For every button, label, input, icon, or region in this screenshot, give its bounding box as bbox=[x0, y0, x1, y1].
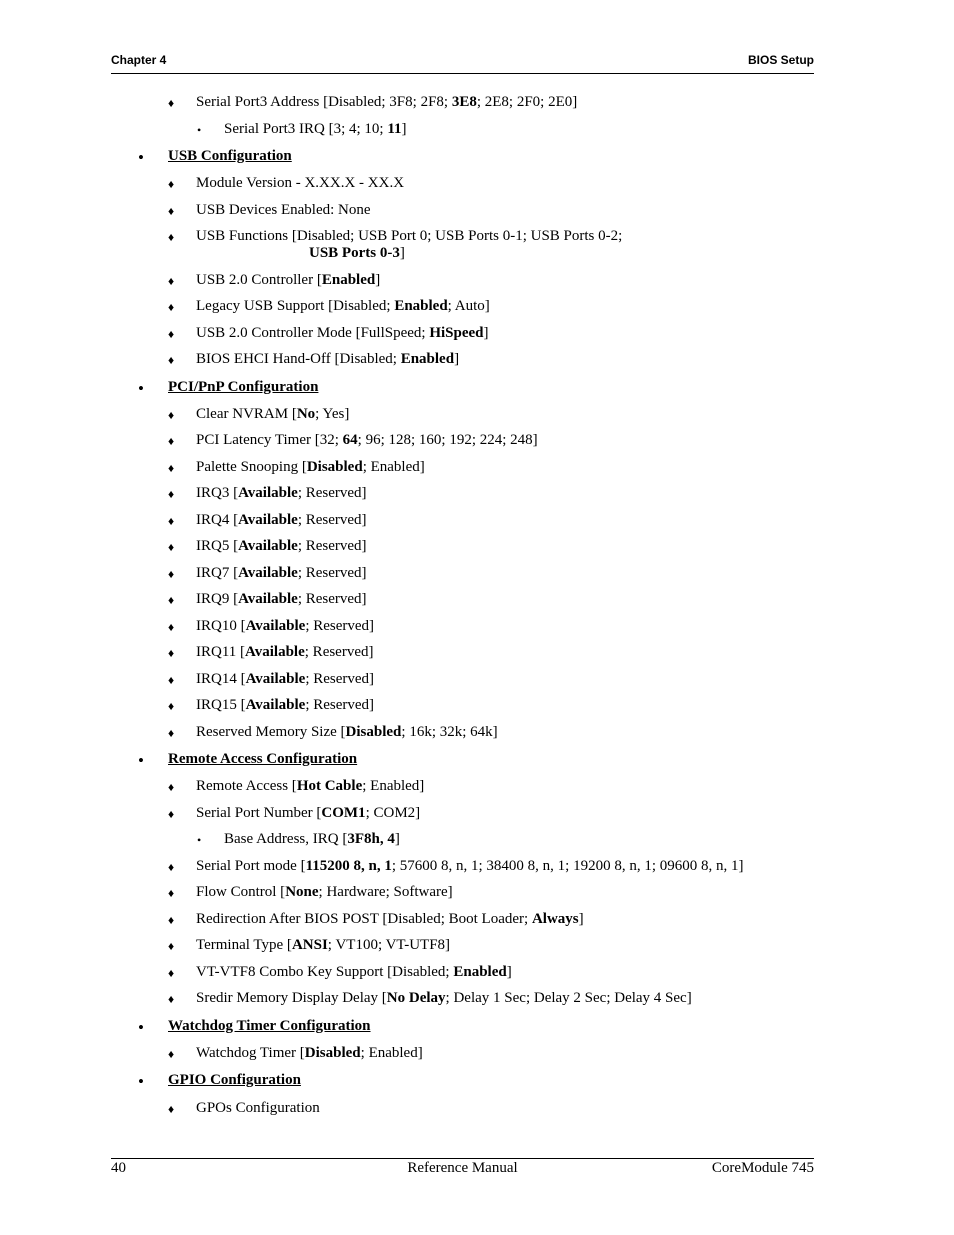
default-value: HiSpeed bbox=[429, 325, 484, 341]
diamond-bullet-icon: ♦ bbox=[168, 353, 175, 367]
setting-text: USB 2.0 Controller Mode [FullSpeed; bbox=[196, 325, 430, 341]
setting-item bbox=[196, 202, 371, 219]
setting-text: GPOs Configuration bbox=[196, 1100, 320, 1116]
setting-item bbox=[196, 298, 490, 315]
setting-text: ] bbox=[394, 831, 400, 847]
setting-text: ; Enabled] bbox=[362, 778, 425, 794]
diamond-bullet-icon: ♦ bbox=[168, 408, 175, 422]
setting-item bbox=[196, 272, 380, 289]
setting-item bbox=[196, 778, 424, 795]
default-value: Available bbox=[238, 591, 298, 607]
setting-item bbox=[196, 351, 459, 368]
setting-text: IRQ9 [ bbox=[196, 591, 239, 607]
diamond-bullet-icon: ♦ bbox=[168, 327, 175, 341]
diamond-bullet-icon: ♦ bbox=[168, 204, 175, 218]
setting-text: IRQ14 [ bbox=[196, 671, 246, 687]
setting-text: Remote Access [ bbox=[196, 778, 297, 794]
setting-item bbox=[196, 671, 374, 688]
setting-text: ; 2E8; 2F0; 2E0] bbox=[476, 94, 578, 110]
setting-item bbox=[196, 964, 512, 981]
setting-item bbox=[224, 831, 400, 848]
setting-text: IRQ4 [ bbox=[196, 512, 239, 528]
section-heading bbox=[168, 148, 292, 165]
default-value: ANSI bbox=[291, 937, 328, 953]
setting-item bbox=[196, 937, 450, 954]
diamond-bullet-icon: ♦ bbox=[168, 780, 175, 794]
diamond-bullet-icon: ♦ bbox=[168, 939, 175, 953]
manual-title: Reference Manual bbox=[407, 1160, 518, 1176]
setting-text: ; Delay 1 Sec; Delay 2 Sec; Delay 4 Sec] bbox=[445, 990, 692, 1006]
setting-text: BIOS EHCI Hand-Off [Disabled; bbox=[196, 351, 401, 367]
setting-text: IRQ5 [ bbox=[196, 538, 239, 554]
setting-text: ; Hardware; Software] bbox=[318, 884, 453, 900]
setting-item bbox=[196, 459, 425, 476]
default-value: Hot Cable bbox=[296, 778, 363, 794]
sub-bullet-icon: • bbox=[197, 833, 202, 847]
setting-text: PCI Latency Timer [32; bbox=[196, 432, 343, 448]
setting-item bbox=[196, 858, 744, 875]
default-value: Disabled bbox=[304, 1045, 361, 1061]
diamond-bullet-icon: ♦ bbox=[168, 807, 175, 821]
setting-text: Serial Port Number [ bbox=[196, 805, 322, 821]
diamond-bullet-icon: ♦ bbox=[168, 673, 175, 687]
setting-item bbox=[196, 538, 367, 555]
setting-text: Redirection After BIOS POST [Disabled; Boot Loader; bbox=[196, 911, 532, 927]
setting-text: Terminal Type [ bbox=[196, 937, 292, 953]
setting-item bbox=[196, 884, 453, 901]
default-value: Disabled bbox=[345, 724, 402, 740]
setting-item bbox=[196, 618, 374, 635]
setting-item bbox=[309, 245, 405, 262]
section-heading bbox=[168, 1018, 371, 1035]
default-value: Available bbox=[245, 618, 306, 634]
diamond-bullet-icon: ♦ bbox=[168, 913, 175, 927]
setting-item bbox=[196, 175, 404, 192]
diamond-bullet-icon: ♦ bbox=[168, 434, 175, 448]
setting-text: ; 16k; 32k; 64k] bbox=[401, 724, 498, 740]
setting-text: Reserved Memory Size [ bbox=[196, 724, 346, 740]
default-value: Remote Access Configuration bbox=[168, 751, 358, 767]
default-value: Enabled bbox=[453, 964, 507, 980]
setting-item bbox=[196, 325, 489, 342]
setting-item bbox=[196, 512, 367, 529]
setting-text: ] bbox=[454, 351, 460, 367]
setting-text: USB 2.0 Controller [ bbox=[196, 272, 322, 288]
setting-text: ; Reserved] bbox=[297, 538, 367, 554]
default-value: Available bbox=[238, 485, 298, 501]
default-value: Enabled bbox=[394, 298, 448, 314]
default-value: Enabled bbox=[400, 351, 455, 367]
setting-item bbox=[196, 485, 367, 502]
default-value: Available bbox=[238, 512, 298, 528]
default-value: No Delay bbox=[386, 990, 446, 1006]
setting-text: IRQ7 [ bbox=[196, 565, 239, 581]
setting-item bbox=[196, 94, 577, 111]
diamond-bullet-icon: ♦ bbox=[168, 593, 175, 607]
setting-text: ] bbox=[506, 964, 512, 980]
default-value: 115200 8, n, 1 bbox=[305, 858, 392, 874]
diamond-bullet-icon: ♦ bbox=[168, 96, 175, 110]
setting-text: IRQ11 [ bbox=[196, 644, 246, 660]
setting-text: IRQ15 [ bbox=[196, 697, 246, 713]
setting-text: ] bbox=[375, 272, 381, 288]
setting-text: ; VT100; VT-UTF8] bbox=[327, 937, 451, 953]
setting-text: Serial Port mode [ bbox=[196, 858, 306, 874]
setting-item bbox=[196, 990, 692, 1007]
default-value: Available bbox=[245, 644, 305, 660]
setting-item bbox=[196, 911, 584, 928]
setting-text: ; Reserved] bbox=[305, 697, 375, 713]
diamond-bullet-icon: ♦ bbox=[168, 487, 175, 501]
setting-text: ] bbox=[578, 911, 584, 927]
setting-text: USB Functions [Disabled; USB Port 0; USB Ports 0-1; USB Ports 0-2; bbox=[196, 228, 623, 244]
setting-item bbox=[196, 1045, 423, 1062]
diamond-bullet-icon: ♦ bbox=[168, 726, 175, 740]
section-bullet-icon: • bbox=[138, 751, 144, 770]
setting-text: IRQ10 [ bbox=[196, 618, 246, 634]
setting-text: ; Auto] bbox=[447, 298, 490, 314]
setting-text: ; Reserved] bbox=[297, 512, 367, 528]
default-value: 11 bbox=[387, 121, 402, 137]
setting-text: Clear NVRAM [ bbox=[196, 406, 297, 422]
product-name: CoreModule 745 bbox=[711, 1160, 814, 1176]
setting-text: ; Yes] bbox=[315, 406, 350, 422]
diamond-bullet-icon: ♦ bbox=[168, 514, 175, 528]
setting-text: Legacy USB Support [Disabled; bbox=[196, 298, 395, 314]
setting-text: ; Reserved] bbox=[304, 644, 374, 660]
setting-item bbox=[196, 697, 374, 714]
default-value: Always bbox=[531, 911, 579, 927]
setting-text: Watchdog Timer [ bbox=[196, 1045, 305, 1061]
diamond-bullet-icon: ♦ bbox=[168, 461, 175, 475]
page-header bbox=[111, 52, 814, 74]
default-value: Watchdog Timer Configuration bbox=[168, 1018, 371, 1034]
section-heading bbox=[168, 379, 318, 396]
setting-item bbox=[196, 228, 622, 245]
setting-item bbox=[196, 406, 349, 423]
default-value: Available bbox=[238, 538, 298, 554]
diamond-bullet-icon: ♦ bbox=[168, 567, 175, 581]
diamond-bullet-icon: ♦ bbox=[168, 540, 175, 554]
setting-text: VT-VTF8 Combo Key Support [Disabled; bbox=[196, 964, 454, 980]
section-bullet-icon: • bbox=[138, 148, 144, 167]
default-value: 3F8h, 4 bbox=[347, 831, 395, 847]
default-value: 64 bbox=[342, 432, 358, 448]
default-value: USB Ports 0-3 bbox=[309, 245, 400, 261]
default-value: None bbox=[285, 884, 319, 900]
diamond-bullet-icon: ♦ bbox=[168, 1102, 175, 1116]
setting-text: Module Version - X.XX.X - XX.X bbox=[196, 175, 405, 191]
diamond-bullet-icon: ♦ bbox=[168, 230, 175, 244]
setting-text: ; Reserved] bbox=[297, 485, 367, 501]
setting-item bbox=[196, 805, 420, 822]
diamond-bullet-icon: ♦ bbox=[168, 274, 175, 288]
diamond-bullet-icon: ♦ bbox=[168, 300, 175, 314]
setting-item bbox=[196, 1100, 320, 1117]
sub-bullet-icon: • bbox=[197, 123, 202, 137]
setting-item bbox=[196, 432, 538, 449]
section-label: BIOS Setup bbox=[747, 53, 814, 67]
diamond-bullet-icon: ♦ bbox=[168, 646, 175, 660]
diamond-bullet-icon: ♦ bbox=[168, 860, 175, 874]
section-bullet-icon: • bbox=[138, 379, 144, 398]
setting-text: Flow Control [ bbox=[196, 884, 286, 900]
setting-text: ; Reserved] bbox=[297, 565, 367, 581]
default-value: PCI/PnP Configuration bbox=[168, 379, 319, 395]
diamond-bullet-icon: ♦ bbox=[168, 699, 175, 713]
setting-text: ] bbox=[483, 325, 489, 341]
diamond-bullet-icon: ♦ bbox=[168, 992, 175, 1006]
setting-item bbox=[224, 121, 407, 138]
default-value: Available bbox=[238, 565, 298, 581]
diamond-bullet-icon: ♦ bbox=[168, 177, 175, 191]
setting-text: ; Reserved] bbox=[297, 591, 367, 607]
diamond-bullet-icon: ♦ bbox=[168, 886, 175, 900]
setting-text: ; Enabled] bbox=[360, 1045, 423, 1061]
setting-text: ; 96; 128; 160; 192; 224; 248] bbox=[357, 432, 538, 448]
setting-text: IRQ3 [ bbox=[196, 485, 239, 501]
setting-text: Palette Snooping [ bbox=[196, 459, 307, 475]
setting-text: ; COM2] bbox=[365, 805, 421, 821]
diamond-bullet-icon: ♦ bbox=[168, 620, 175, 634]
default-value: No bbox=[296, 406, 316, 422]
setting-text: USB Devices Enabled: None bbox=[196, 202, 371, 218]
setting-text: Serial Port3 Address [Disabled; 3F8; 2F8; bbox=[196, 94, 452, 110]
page-number: 40 bbox=[111, 1160, 126, 1176]
default-value: 3E8 bbox=[451, 94, 477, 110]
setting-item bbox=[196, 724, 498, 741]
default-value: USB Configuration bbox=[168, 148, 292, 164]
setting-text: Sredir Memory Display Delay [ bbox=[196, 990, 387, 1006]
default-value: Disabled bbox=[306, 459, 363, 475]
setting-text: ; Reserved] bbox=[305, 671, 375, 687]
default-value: Available bbox=[245, 671, 306, 687]
setting-text: ] bbox=[401, 121, 407, 137]
diamond-bullet-icon: ♦ bbox=[168, 966, 175, 980]
setting-item bbox=[196, 644, 374, 661]
setting-item bbox=[196, 565, 367, 582]
page-footer bbox=[111, 1158, 814, 1176]
diamond-bullet-icon: ♦ bbox=[168, 1047, 175, 1061]
default-value: Enabled bbox=[321, 272, 376, 288]
setting-text: Base Address, IRQ [ bbox=[224, 831, 348, 847]
section-heading bbox=[168, 751, 357, 768]
chapter-label: Chapter 4 bbox=[111, 53, 167, 67]
default-value: COM1 bbox=[321, 805, 366, 821]
setting-item bbox=[196, 591, 367, 608]
section-bullet-icon: • bbox=[138, 1018, 144, 1037]
section-heading bbox=[168, 1072, 301, 1089]
default-value: GPIO Configuration bbox=[168, 1072, 301, 1088]
setting-text: Serial Port3 IRQ [3; 4; 10; bbox=[224, 121, 388, 137]
setting-text: ] bbox=[399, 245, 405, 261]
setting-text: ; Reserved] bbox=[305, 618, 375, 634]
setting-text: ; 57600 8, n, 1; 38400 8, n, 1; 19200 8, n, 1; 09600 8, n, 1] bbox=[391, 858, 744, 874]
section-bullet-icon: • bbox=[138, 1072, 144, 1091]
default-value: Available bbox=[245, 697, 306, 713]
setting-text: ; Enabled] bbox=[362, 459, 425, 475]
